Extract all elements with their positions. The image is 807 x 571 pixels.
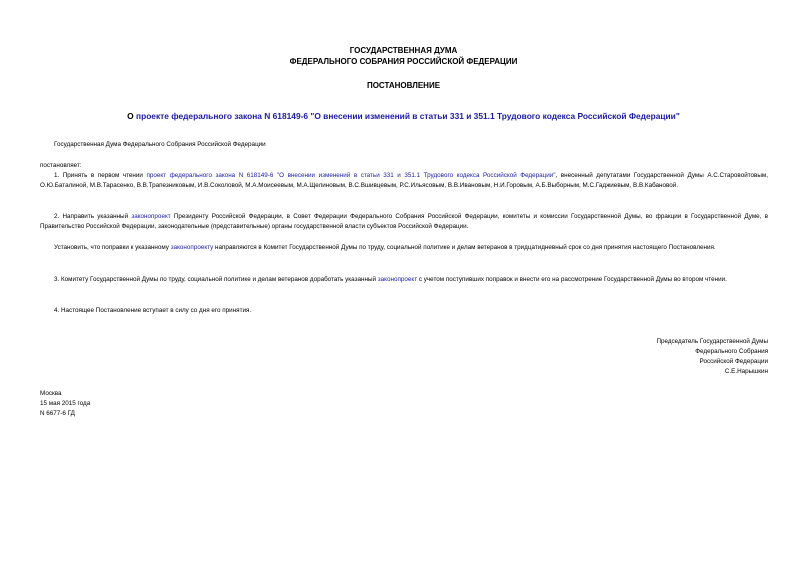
p2-bill-link[interactable]: законопроект	[131, 213, 171, 220]
p4-after: с учетом поступивших поправок и внести его на рассмотрение Государственной Думы во втором чтении.	[417, 276, 727, 283]
paragraph-2	[40, 212, 768, 232]
paragraph-3	[40, 243, 768, 253]
resolves-text: постановляет:	[40, 162, 82, 169]
p3-before: Установить, что поправки к указанному	[54, 244, 171, 251]
p4-before: 3. Комитету Государственной Думы по труду, социальной политике и делам ветеранов доработать указанный	[54, 276, 378, 283]
p4-bill-link[interactable]: законопроект	[377, 276, 418, 283]
signature-line2: Федерального Собрания	[695, 348, 768, 355]
org-name-line2: ФЕДЕРАЛЬНОГО СОБРАНИЯ РОССИЙСКОЙ ФЕДЕРАЦИИ	[289, 57, 518, 66]
signature-line1: Председатель Государственной Думы	[656, 338, 768, 345]
document-type: ПОСТАНОВЛЕНИЕ	[366, 81, 441, 90]
p1-after: , внесенный депутатами Государственной Думы А.С.Старовойтовым, О.Ю.Баталиной, М.В.Тарасенко, В.В.Трапезниковым, И.В.Соколовой, М.А.Моисеевым, М.А.Щелиновым, В.С.Вшивцевым, Р.С.Ильясовым, В.В.Ивановым, Н.И.Горовым, А.Б.Выборным, М.С.Гаджиевым, В.В.Кабановой.	[40, 172, 768, 189]
footer-number: N 6677-6 ГД	[40, 410, 75, 417]
title-prefix: О	[127, 111, 137, 121]
issuer-text: Государственная Дума Федерального Собрания Российской Федерации	[54, 141, 266, 148]
footer-city: Москва	[40, 390, 62, 397]
paragraph-4	[40, 275, 768, 285]
footer-date: 15 мая 2015 года	[40, 400, 91, 407]
signature-line3: Российской Федерации	[699, 358, 768, 365]
org-name-line1: ГОСУДАРСТВЕННАЯ ДУМА	[349, 46, 458, 55]
p2-before: 2. Направить указанный	[54, 213, 132, 220]
p1-before: 1. Принять в первом чтении	[54, 172, 147, 179]
paragraph-5	[40, 306, 768, 316]
p5-text: 4. Настоящее Постановление вступает в силу со дня его принятия.	[54, 307, 252, 314]
p3-after: направляются в Комитет Государственной Думы по труду, социальной политике и делам ветеранов в тридцатидневный срок со дня принятия настоящего Постановления.	[213, 244, 716, 251]
p1-bill-link[interactable]: проект федерального закона N 618149-6 "О внесении изменений в статьи 331 и 351.1 Трудового кодекса Российской Федерации"	[146, 172, 556, 179]
signature-name: С.Е.Нарышкин	[724, 368, 768, 375]
p3-bill-link[interactable]: законопроекту	[170, 244, 214, 251]
p2-after: Президенту Российской Федерации, в Совет Федерации Федерального Собрания Российской Федерации, комитеты и комиссии Государственной Думы, во фракции в Государственной Думе, в Правительство Российской Федерации, законодательные (представительные) органы государственной власти субъектов Российской Федерации.	[40, 213, 768, 230]
document-title	[40, 111, 767, 122]
paragraph-1	[40, 171, 768, 191]
title-bill-link[interactable]: проекте федерального закона N 618149-6 "О внесении изменений в статьи 331 и 351.1 Трудового кодекса Российской Федерации"	[136, 111, 680, 121]
